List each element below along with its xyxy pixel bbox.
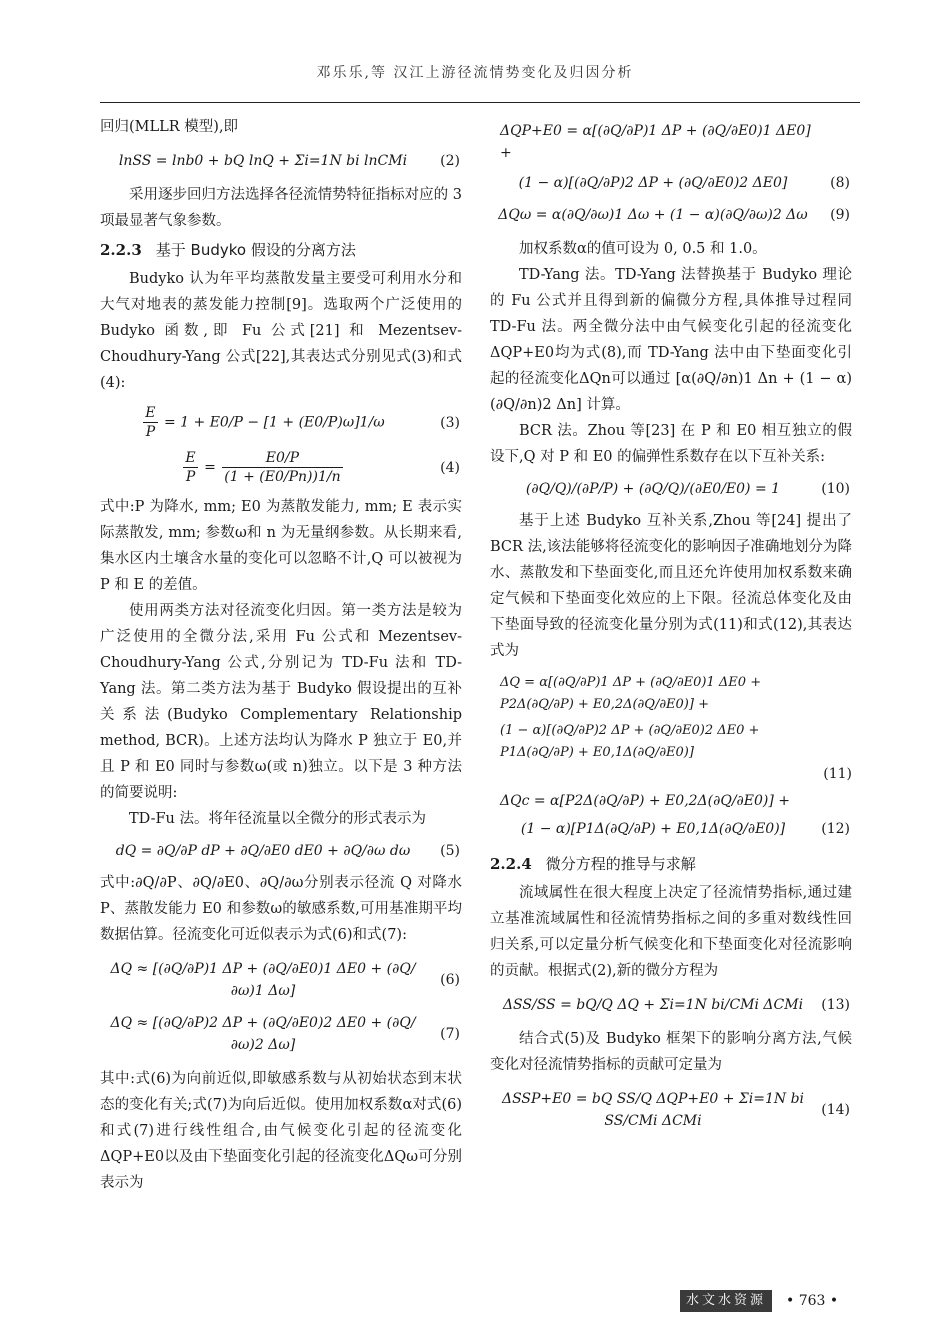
equation-number: (5) [440,843,460,859]
equation-number: (14) [821,1102,850,1118]
equation-text: (1 − α)[(∂Q/∂P)2 ΔP + (∂Q/∂E0)2 ΔE0] [518,175,788,191]
equation-number-11: (11) [823,766,852,782]
numerator: E [145,405,156,421]
equation-text: ΔQω = α(∂Q/∂ω)1 Δω + (1 − α)(∂Q/∂ω)2 Δω [498,207,808,223]
equation-13 [490,994,852,1016]
equation-number: (7) [440,1026,460,1042]
equation-number: (13) [821,997,850,1013]
fraction [222,449,342,486]
equation-6 [100,958,462,1002]
journal-name-badge: 水文水资源 [680,1290,772,1312]
equation-number: (10) [821,481,850,497]
paragraph: BCR 法。Zhou 等[23] 在 P 和 E0 相互独立的假设下,Q 对 P 和 E0 的偏弹性系数存在以下互补关系: [490,423,852,465]
equation-5 [100,840,462,862]
page-number: • 763 • [786,1293,839,1309]
equation-text: ΔSSP+E0 = bQ SS/Q ΔQP+E0 + Σi=1N bi SS/CMi ΔCMi [501,1091,805,1129]
numerator: E0/P [222,449,342,468]
equation-text: dQ = ∂Q/∂P dP + ∂Q/∂E0 dE0 + ∂Q/∂ω dω [115,843,411,859]
equation-number: (9) [830,207,850,223]
equation-text: lnSS = lnb0 + bQ lnQ + Σi=1N bi lnCMi [118,153,408,169]
right-column [490,114,852,1142]
equation-7 [100,1012,462,1056]
paragraph: 结合式(5)及 Budyko 框架下的影响分离方法,气候变化对径流情势指标的贡献可定量为 [490,1031,852,1073]
section-number: 2.2.4 [490,855,532,873]
equation-text: ΔSS/SS = bQ/Q ΔQ + Σi=1N bi/CMi ΔCMi [502,997,804,1013]
equation-number: (6) [440,972,460,988]
section-heading-2-2-3 [100,236,462,264]
denominator: P [185,469,196,485]
equation-text: (1 − α)[(∂Q/∂P)2 ΔP + (∂Q/∂E0)2 ΔE0 + P1Δ(∂Q/∂P) + E0,1Δ(∂Q/∂E0)] [500,723,760,760]
left-column [100,114,462,1196]
paragraph: 式中:P 为降水, mm; E0 为蒸散发能力, mm; E 表示实际蒸散发, mm; 参数ω和 n 为无量纲参数。从长期来看,集水区内土壤含水量的变化可以忽略不计,Q 可以被视为 P 和 E 的差值。 [100,499,462,593]
paragraph: 其中:式(6)为向前近似,即敏感系数与从初始状态到末状态的变化有关;式(7)为向后近似。使用加权系数α对式(6)和式(7)进行线性组合,由气候变化引起的径流变化ΔQP+E0以及由下垫面变化引起的径流变化ΔQω可分别表示为 [100,1071,462,1191]
paragraph: 使用两类方法对径流变化归因。第一类方法是较为广泛使用的全微分法,采用 Fu 公式和 Mezentsev-Choudhury-Yang 公式,分别记为 TD-Fu 法和 TD-Yang 法。第二类方法为基于 Budyko 假设提出的互补关系法(Budyko Complementary Relationship method, BCR)。上述方法均认为降水 P 独立于 E0,并且 P 和 E0 同时与参数ω(或 n)独立。以下是 3 种方法的简要说明: [100,603,462,801]
equation-text: ΔQc = α[P2Δ(∂Q/∂P) + E0,2Δ(∂Q/∂E0)] + [500,793,791,809]
equation-9 [490,204,852,226]
paragraph: 采用逐步回归方法选择各径流情势特征指标对应的 3 项最显著气象参数。 [100,187,462,229]
equation-11-line1 [490,672,852,716]
equation-8-line1 [490,120,852,164]
denominator: P [145,424,156,440]
equation-12-line2 [490,818,852,840]
equation-3 [100,404,462,441]
paragraph: 流域属性在很大程度上决定了径流情势指标,通过建立基准流域属性和径流情势指标之间的多重对数线性回归关系,可以定量分析气候变化和下垫面变化对径流影响的贡献。根据式(2),新的微分方程为 [490,885,852,979]
equation-14 [490,1088,852,1132]
equation-text: (∂Q/Q)/(∂P/P) + (∂Q/Q)/(∂E0/E0) = 1 [525,481,781,497]
paragraph: TD-Fu 法。将年径流量以全微分的形式表示为 [129,811,426,827]
section-title: 微分方程的推导与求解 [545,855,696,873]
header-rule [100,102,860,103]
fraction [183,449,197,486]
equation-8-line2 [490,172,852,194]
equation-2 [100,150,462,172]
numerator: E [185,450,196,466]
running-header: 邓乐乐,等 汉江上游径流情势变化及归因分析 [316,65,634,81]
section-heading-2-2-4 [490,850,852,878]
equation-text: (1 − α)[P1Δ(∂Q/∂P) + E0,1Δ(∂Q/∂E0)] [520,821,786,837]
section-number: 2.2.3 [100,241,142,259]
equation-number: (4) [440,459,460,476]
equation-number: (8) [830,175,850,191]
paragraph: 基于上述 Budyko 互补关系,Zhou 等[24] 提出了 BCR 法,该法能够将径流变化的影响因子准确地划分为降水、蒸散发和下垫面变化,而且还允许使用加权系数来确定气候和下垫面变化效应的上下限。径流总体变化及由下垫面导致的径流变化量分别为式(11)和式(12),其表达式为 [490,513,852,659]
fraction [143,404,157,441]
equation-12-line1 [490,790,852,812]
equation-text: ΔQ ≈ [(∂Q/∂P)2 ΔP + (∂Q/∂E0)2 ΔE0 + (∂Q/∂ω)2 Δω] [110,1015,416,1053]
equation-text: ΔQ ≈ [(∂Q/∂P)1 ΔP + (∂Q/∂E0)1 ΔE0 + (∂Q/∂ω)1 Δω] [110,961,416,999]
equation-11-line2 [490,720,852,764]
equation-number: (3) [440,414,460,431]
paragraph: 加权系数α的值可设为 0, 0.5 和 1.0。 [519,241,767,257]
paragraph: Budyko 认为年平均蒸散发量主要受可利用水分和大气对地表的蒸发能力控制[9]。选取两个广泛使用的 Budyko 函数,即 Fu 公式[21] 和 Mezentsev-Choudhury-Yang 公式[22],其表达式分别见式(3)和式(4): [100,271,462,391]
equation-number: (2) [440,153,460,169]
equation-10 [490,478,852,500]
paragraph: TD-Yang 法。TD-Yang 法替换基于 Budyko 理论的 Fu 公式并且得到新的偏微分方程,具体推导过程同 TD-Fu 法。两全微分法中由气候变化引起的径流变化ΔQP+E0均为式(8),而 TD-Yang 法中由下垫面变化引起的径流变化ΔQn可以通过 [α(∂Q/∂n)1 Δn + (1 − α)(∂Q/∂n)2 Δn] 计算。 [490,267,852,413]
equation-4: $\frac{E}{P}$ = $\frac{E0/P}{(1 + (E0/Pn))1/n}$ (4) [185,450,460,485]
equation-text: ΔQ = α[(∂Q/∂P)1 ΔP + (∂Q/∂E0)1 ΔE0 + P2Δ(∂Q/∂P) + E0,2Δ(∂Q/∂E0)] + [500,675,762,712]
paragraph: 回归(MLLR 模型),即 [100,119,239,135]
equation-rhs: = 1 + E0/P − [1 + (E0/P)ω]1/ω [163,414,385,431]
denominator: (1 + (E0/Pn))1/n [224,469,341,485]
paragraph: 式中:∂Q/∂P、∂Q/∂E0、∂Q/∂ω分别表示径流 Q 对降水 P、蒸散发能力 E0 和参数ω的敏感系数,可用基准期平均数据估算。径流变化可近似表示为式(6)和式(7): [100,875,462,943]
equation-number: (12) [821,821,850,837]
section-title: 基于 Budyko 假设的分离方法 [155,241,356,259]
equation-text: ΔQP+E0 = α[(∂Q/∂P)1 ΔP + (∂Q/∂E0)1 ΔE0] + [500,123,811,161]
